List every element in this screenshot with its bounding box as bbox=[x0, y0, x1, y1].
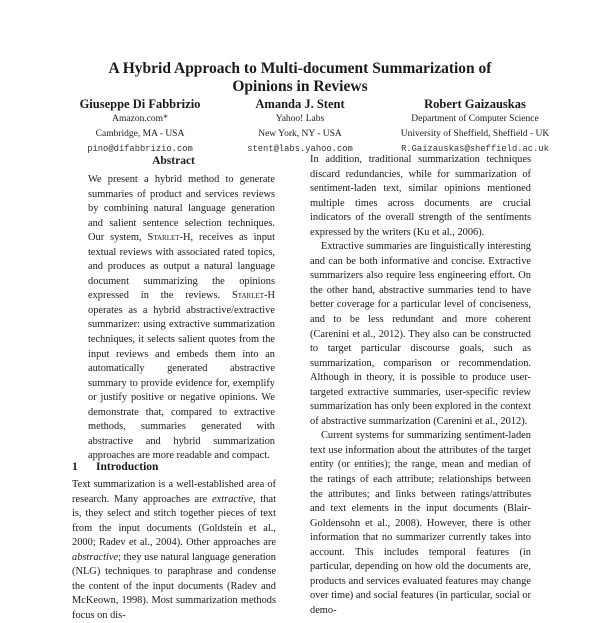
system-name: Starlet-H bbox=[147, 232, 191, 244]
title-line-1: A Hybrid Approach to Multi-document Summarization of bbox=[108, 60, 492, 77]
author-affiliation: Amazon.com* bbox=[112, 114, 168, 124]
section-title: Introduction bbox=[96, 461, 159, 473]
author-name: Giuseppe Di Fabbrizio bbox=[79, 97, 201, 111]
author-affiliation: Department of Computer Science bbox=[411, 114, 539, 124]
author-email[interactable]: pino@difabbrizio.com bbox=[87, 144, 193, 154]
author-location: Cambridge, MA - USA bbox=[95, 129, 185, 139]
intro-text: , that is, they select and stitch together pieces of text from the input documents (Goldstein et al., 2000; Radev et al., 2004). Other approaches are bbox=[72, 493, 276, 549]
author-affiliation: Yahoo! Labs bbox=[275, 114, 325, 124]
abstract-text: operates as a hybrid abstractive/extractive summarizer: using extractive summarization techniques, it selects salient quotes from the input reviews and embeds them into an automatically generated abstractive summary to provide evidence for, exemplify or justify positive or negative opinions. We demonstrate that, compared to extractive methods, summaries generated with abstractive and hybrid summarization approaches are more readable and compact. bbox=[88, 304, 275, 462]
title-line-2: Opinions in Reviews bbox=[232, 78, 368, 95]
section-number: 1 bbox=[72, 461, 78, 473]
intro-text: ; they use natural language generation (NLG) techniques to paraphrase and condense the content of the input documents (Radev and McKeown, 1998). Most summarization methods focus on dis- bbox=[72, 551, 276, 621]
author-location: University of Sheffield, Sheffield - UK bbox=[400, 129, 550, 139]
author-email[interactable]: R.Gaizauskas@sheffield.ac.uk bbox=[401, 144, 549, 154]
abstract-paragraph bbox=[88, 173, 275, 464]
intro-paragraph bbox=[72, 478, 276, 623]
author-location: New York, NY - USA bbox=[258, 129, 342, 139]
abstract-heading: Abstract bbox=[152, 155, 195, 167]
section-heading bbox=[72, 461, 158, 473]
paper-title bbox=[0, 60, 600, 96]
author-name: Robert Gaizauskas bbox=[424, 97, 526, 111]
author-email[interactable]: stent@labs.yahoo.com bbox=[247, 144, 353, 154]
system-name: Starlet-H bbox=[231, 290, 275, 302]
author-name: Amanda J. Stent bbox=[255, 97, 345, 111]
abstract-text: We present a hybrid method to generate summaries of product and services reviews by combining natural language generation and salient sentence selection techniques. Our system, bbox=[88, 174, 275, 244]
paragraph: Extractive summaries are linguistically interesting and can be both informative and concise. Extractive summarizers also require less engineering effort. On the other hand, abstractive summaries tend to have better coverage for a particular level of conciseness, and to be less redundant and more coherent (Carenini et al., 2012). They also can be constructed to target particular discourse goals, such as summarization, comparison or recommendation. Although in theory, it is possible to produce user-targeted extractive summaries, user-specific review summarization has only been explored in the context of abstractive summarization (Carenini et al., 2012). bbox=[310, 241, 531, 427]
author-block bbox=[370, 96, 580, 157]
paragraph: In addition, traditional summarization techniques discard redundancies, while for summarization of sentiment-laden text, similar opinions mentioned multiple times across documents are crucial indicators of the overall strength of the sentiments expressed by the writers (Ku et al., 2006). bbox=[310, 154, 531, 238]
introduction-body bbox=[72, 478, 276, 623]
emphasis: extractive bbox=[212, 493, 254, 505]
abstract-text: , receives as input textual reviews with associated rated topics, and produces as output a natural language document summarizing the opinions expressed in the reviews. bbox=[88, 232, 275, 302]
paragraph: Current systems for summarizing sentiment-laden text use information about the attributes of the target entity (or entities); the range, mean and median of the ratings of each attribute; relationships between the attributes; and links between ratings/attributes and text elements in the input documents (Blair-Goldensohn et al., 2008). However, there is other information that no summarizer currently takes into account. This includes temporal features (in particular, depending on how old the documents are, products and services evaluated features may change over time) and social features (in particular, social or demo- bbox=[310, 430, 531, 616]
right-column bbox=[310, 153, 531, 619]
emphasis: abstractive bbox=[72, 551, 119, 563]
abstract-body bbox=[88, 173, 275, 464]
intro-text: Text summarization is a well-established area of research. Many approaches are bbox=[72, 479, 276, 505]
